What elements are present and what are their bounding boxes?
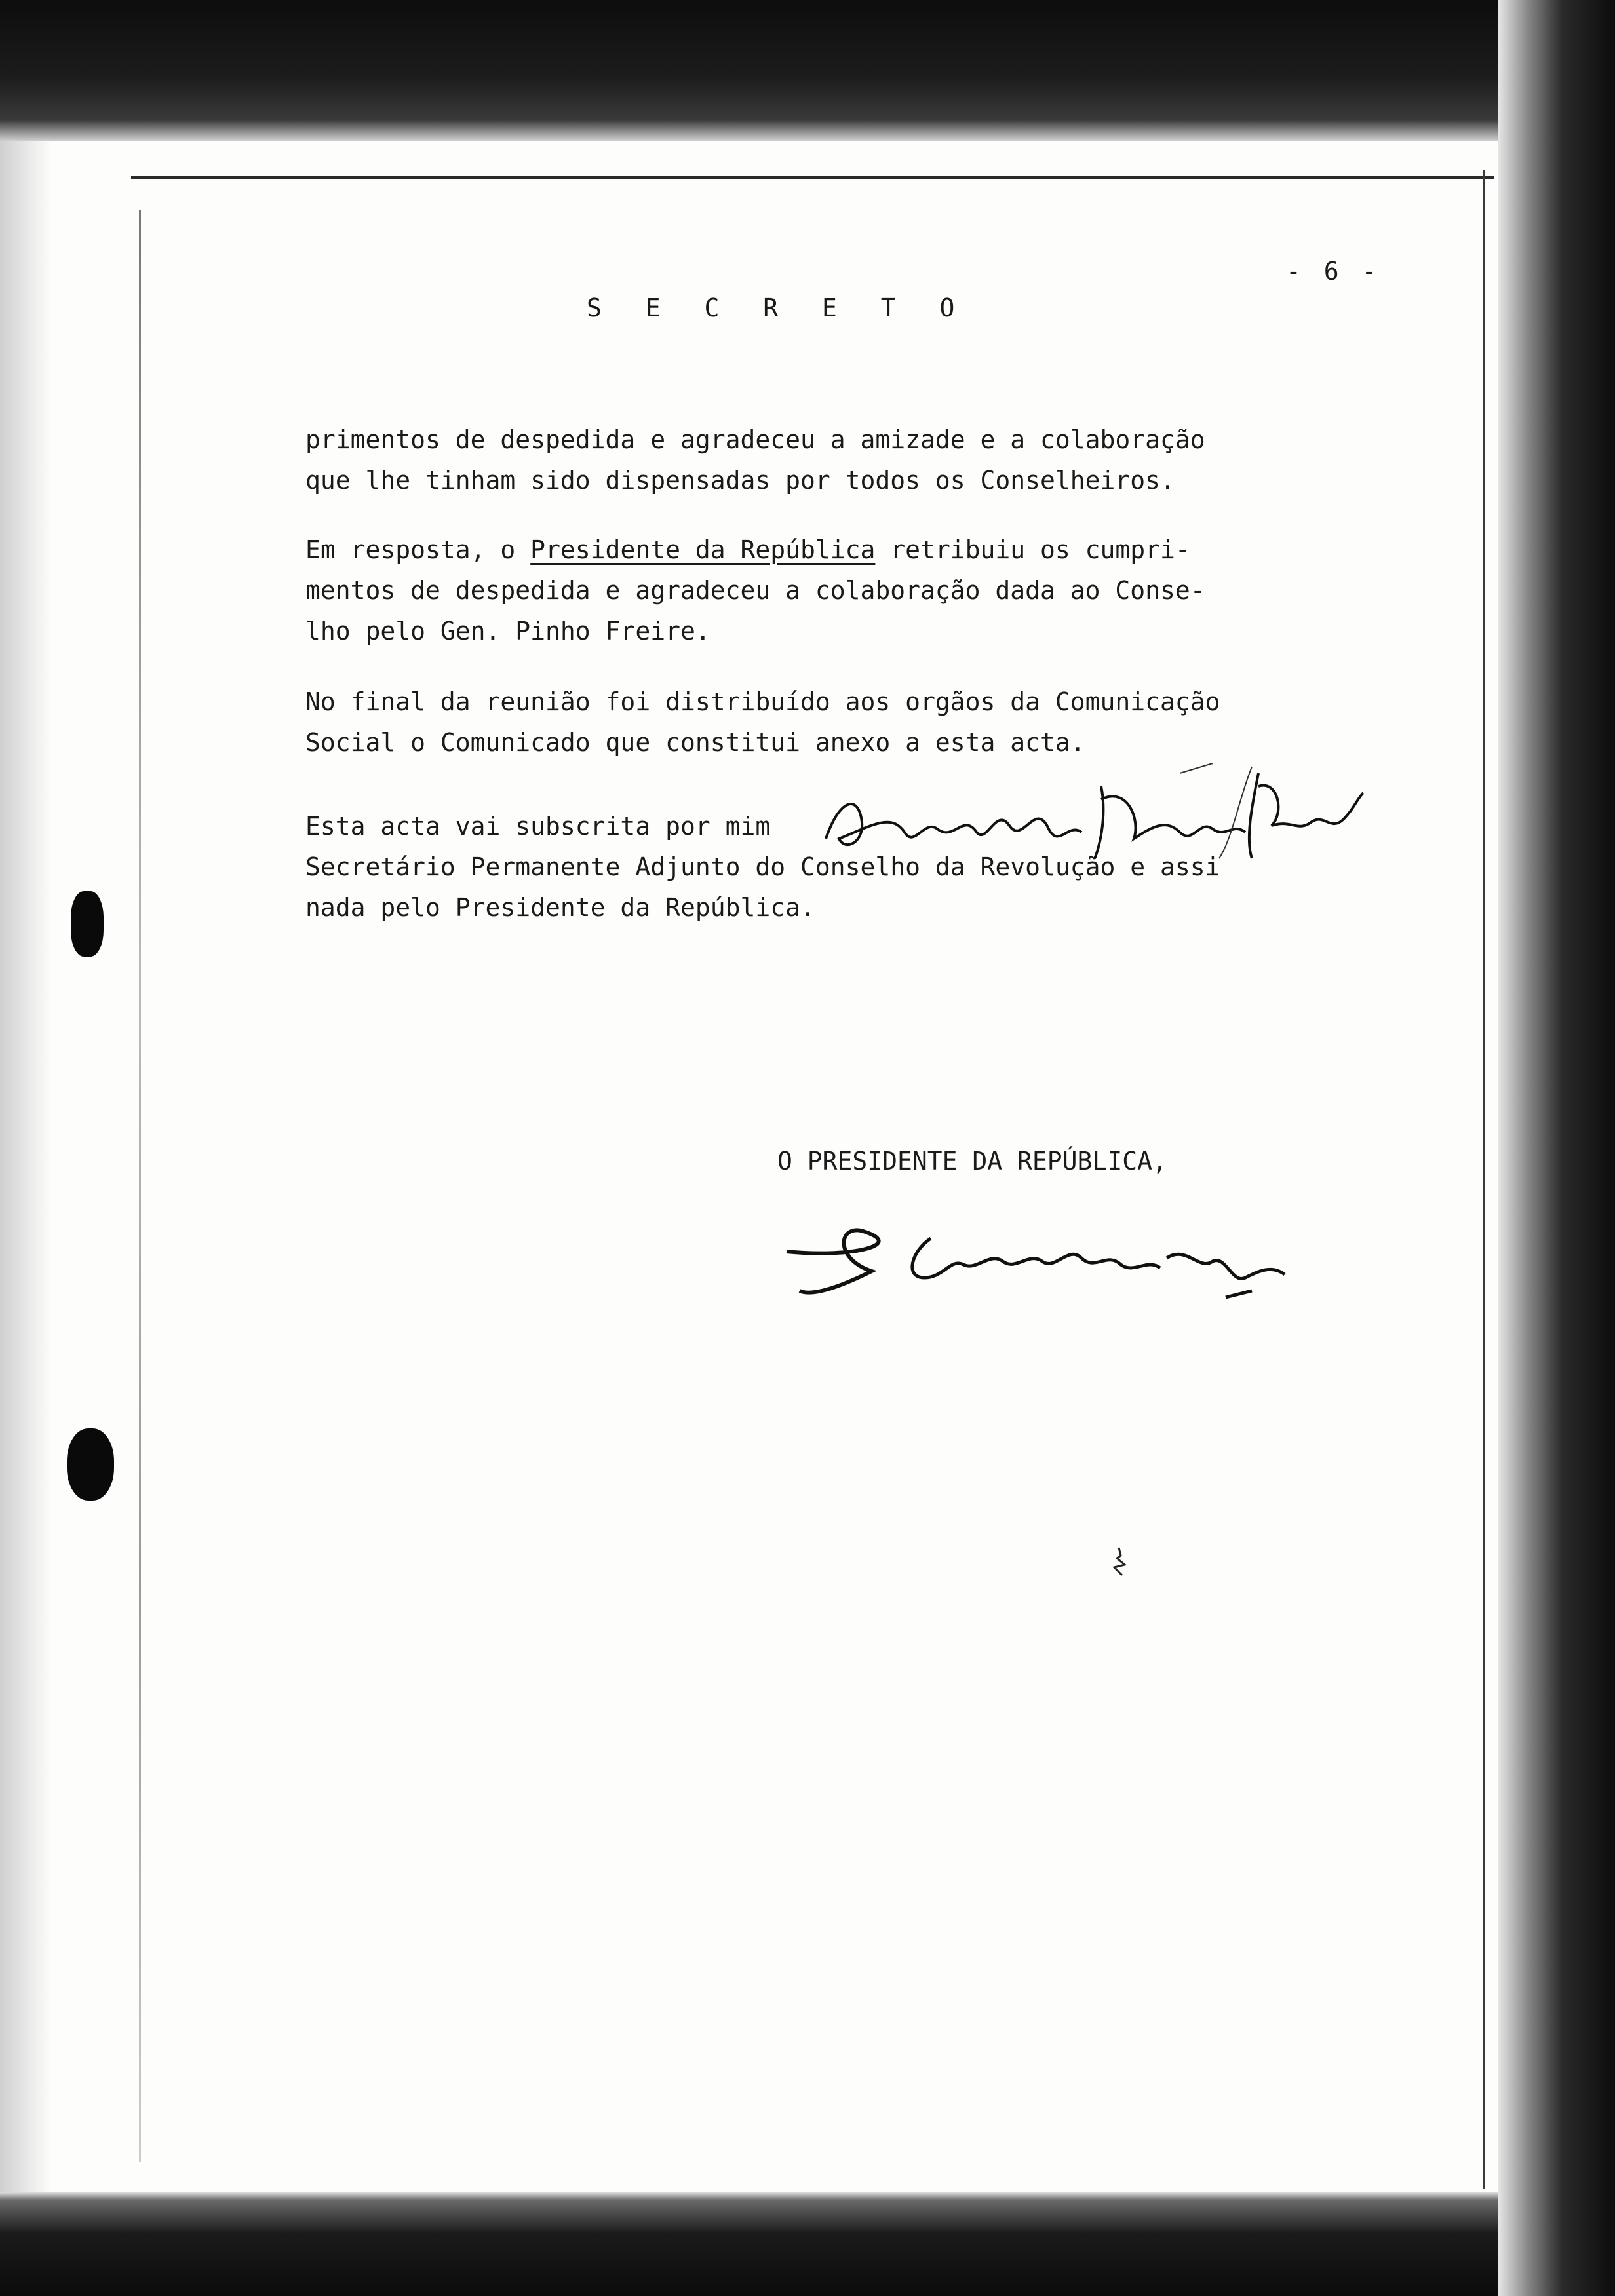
text-line: mentos de despedida e agradeceu a colaboração dada ao Conse- [305,576,1205,605]
scanner-border-left [0,141,52,2192]
text-line: que lhe tinham sido dispensadas por todos os Conselheiros. [305,466,1175,495]
punch-hole-upper [71,891,104,957]
page-edge-line-right [1483,170,1485,2189]
text-line: lho pelo Gen. Pinho Freire. [305,617,710,645]
page-edge-line-top [131,176,1494,179]
secretary-signature [800,760,1376,885]
paragraph-farewell-thanks [305,419,1328,501]
text-line: No final da reunião foi distribuído aos orgãos da Comunicação [305,687,1220,716]
ink-mark [1108,1546,1130,1579]
classification-heading: S E C R E T O [587,294,969,322]
scanner-border-top [0,0,1615,141]
paragraph-president-response [305,529,1328,651]
page-edge-line-left [139,210,141,2162]
text-line: nada pelo Presidente da República. [305,893,815,922]
scanner-border-bottom [0,2192,1615,2296]
scanner-border-right [1498,0,1615,2296]
punch-hole-lower [67,1428,114,1501]
text-line: primentos de despedida e agradeceu a amizade e a colaboração [305,425,1205,454]
text-line: Social o Comunicado que constitui anexo a esta acta. [305,728,1085,757]
page-number: - 6 - [1286,257,1381,286]
paragraph-communique [305,681,1328,763]
text-line: Secretário Permanente Adjunto do Conselho da Revolução e assi [305,852,1220,881]
text-line: Esta acta vai subscrita por mim [305,812,771,841]
closing-signatory-title: O PRESIDENTE DA REPÚBLICA, [777,1147,1167,1176]
text-line-end: retribuiu os cumpri- [875,535,1190,564]
text-line-start: Em resposta, o [305,535,531,564]
president-signature [773,1199,1324,1317]
underlined-title: Presidente da República [530,535,876,564]
